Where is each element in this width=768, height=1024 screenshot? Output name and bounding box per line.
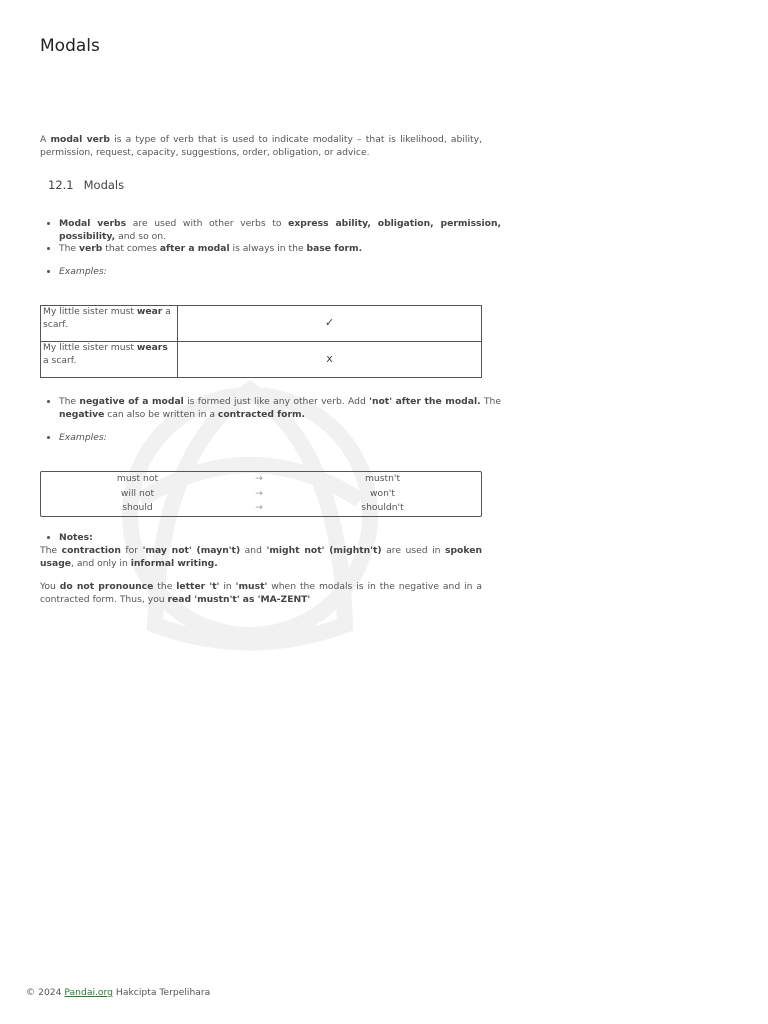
page-title: Modals — [40, 36, 100, 56]
contractions-table — [40, 471, 482, 517]
example-sentence: My little sister must wears a scarf. — [41, 342, 178, 378]
arrow-icon: → — [255, 487, 263, 499]
example-sentence: My little sister must wear a scarf. — [41, 306, 178, 342]
modal-rules-list — [40, 218, 501, 256]
pronunciation-paragraph: You do not pronounce the letter 't' in 'must' when the modals is in the negative and in a contracted form. Thus, you read 'mustn't' as 'MA-ZENT' — [40, 581, 483, 605]
examples-table — [40, 305, 482, 378]
footer: © 2024 Pandai.org Hakcipta Terpelihara — [26, 987, 211, 998]
list-item: • Modal verbs are used with other verbs to express ability, obligation, permission, possibility, and so on. — [59, 218, 501, 243]
notes-label: • Notes: — [59, 532, 501, 545]
notes-list — [40, 532, 501, 545]
contracted-form: shouldn't — [361, 502, 404, 513]
table-row — [41, 501, 481, 516]
full-form: must not — [116, 473, 159, 484]
pandai-link[interactable]: Pandai.org — [64, 987, 114, 998]
intro-paragraph: A modal verb is a type of verb that is used to indicate modality – that is likelihood, ability, permission, request, capacity, suggestions, order, obligation, or advice. — [40, 134, 482, 158]
arrow-icon: → — [255, 502, 263, 513]
table-row — [41, 472, 481, 487]
full-form: will not — [120, 487, 155, 499]
incorrect-mark: x — [178, 342, 482, 378]
negative-rules-list — [40, 396, 501, 421]
examples-list — [40, 266, 501, 279]
table-row — [41, 342, 482, 378]
table-row — [41, 487, 481, 502]
section-heading — [48, 178, 124, 192]
arrow-icon: → — [255, 473, 263, 484]
contraction-paragraph: The contraction for 'may not' (mayn't) and 'might not' (mightn't) are used in spoken usage, and only in informal writing. — [40, 545, 483, 569]
examples-label: • Examples: — [59, 266, 501, 279]
examples-list — [40, 432, 501, 445]
section-number: 12.1 — [48, 178, 74, 192]
list-item: • The negative of a modal is formed just like any other verb. Add 'not' after the modal. The negative can also be written in a contracted form. — [59, 396, 501, 421]
table-row — [41, 306, 482, 342]
contracted-form: won't — [369, 487, 396, 499]
examples-label: • Examples: — [59, 432, 501, 445]
list-item: • The verb that comes after a modal is always in the base form. — [59, 243, 501, 256]
contracted-form: mustn't — [364, 473, 401, 484]
correct-mark: ✓ — [178, 306, 482, 342]
full-form: should — [122, 502, 153, 513]
section-title: Modals — [83, 178, 125, 192]
